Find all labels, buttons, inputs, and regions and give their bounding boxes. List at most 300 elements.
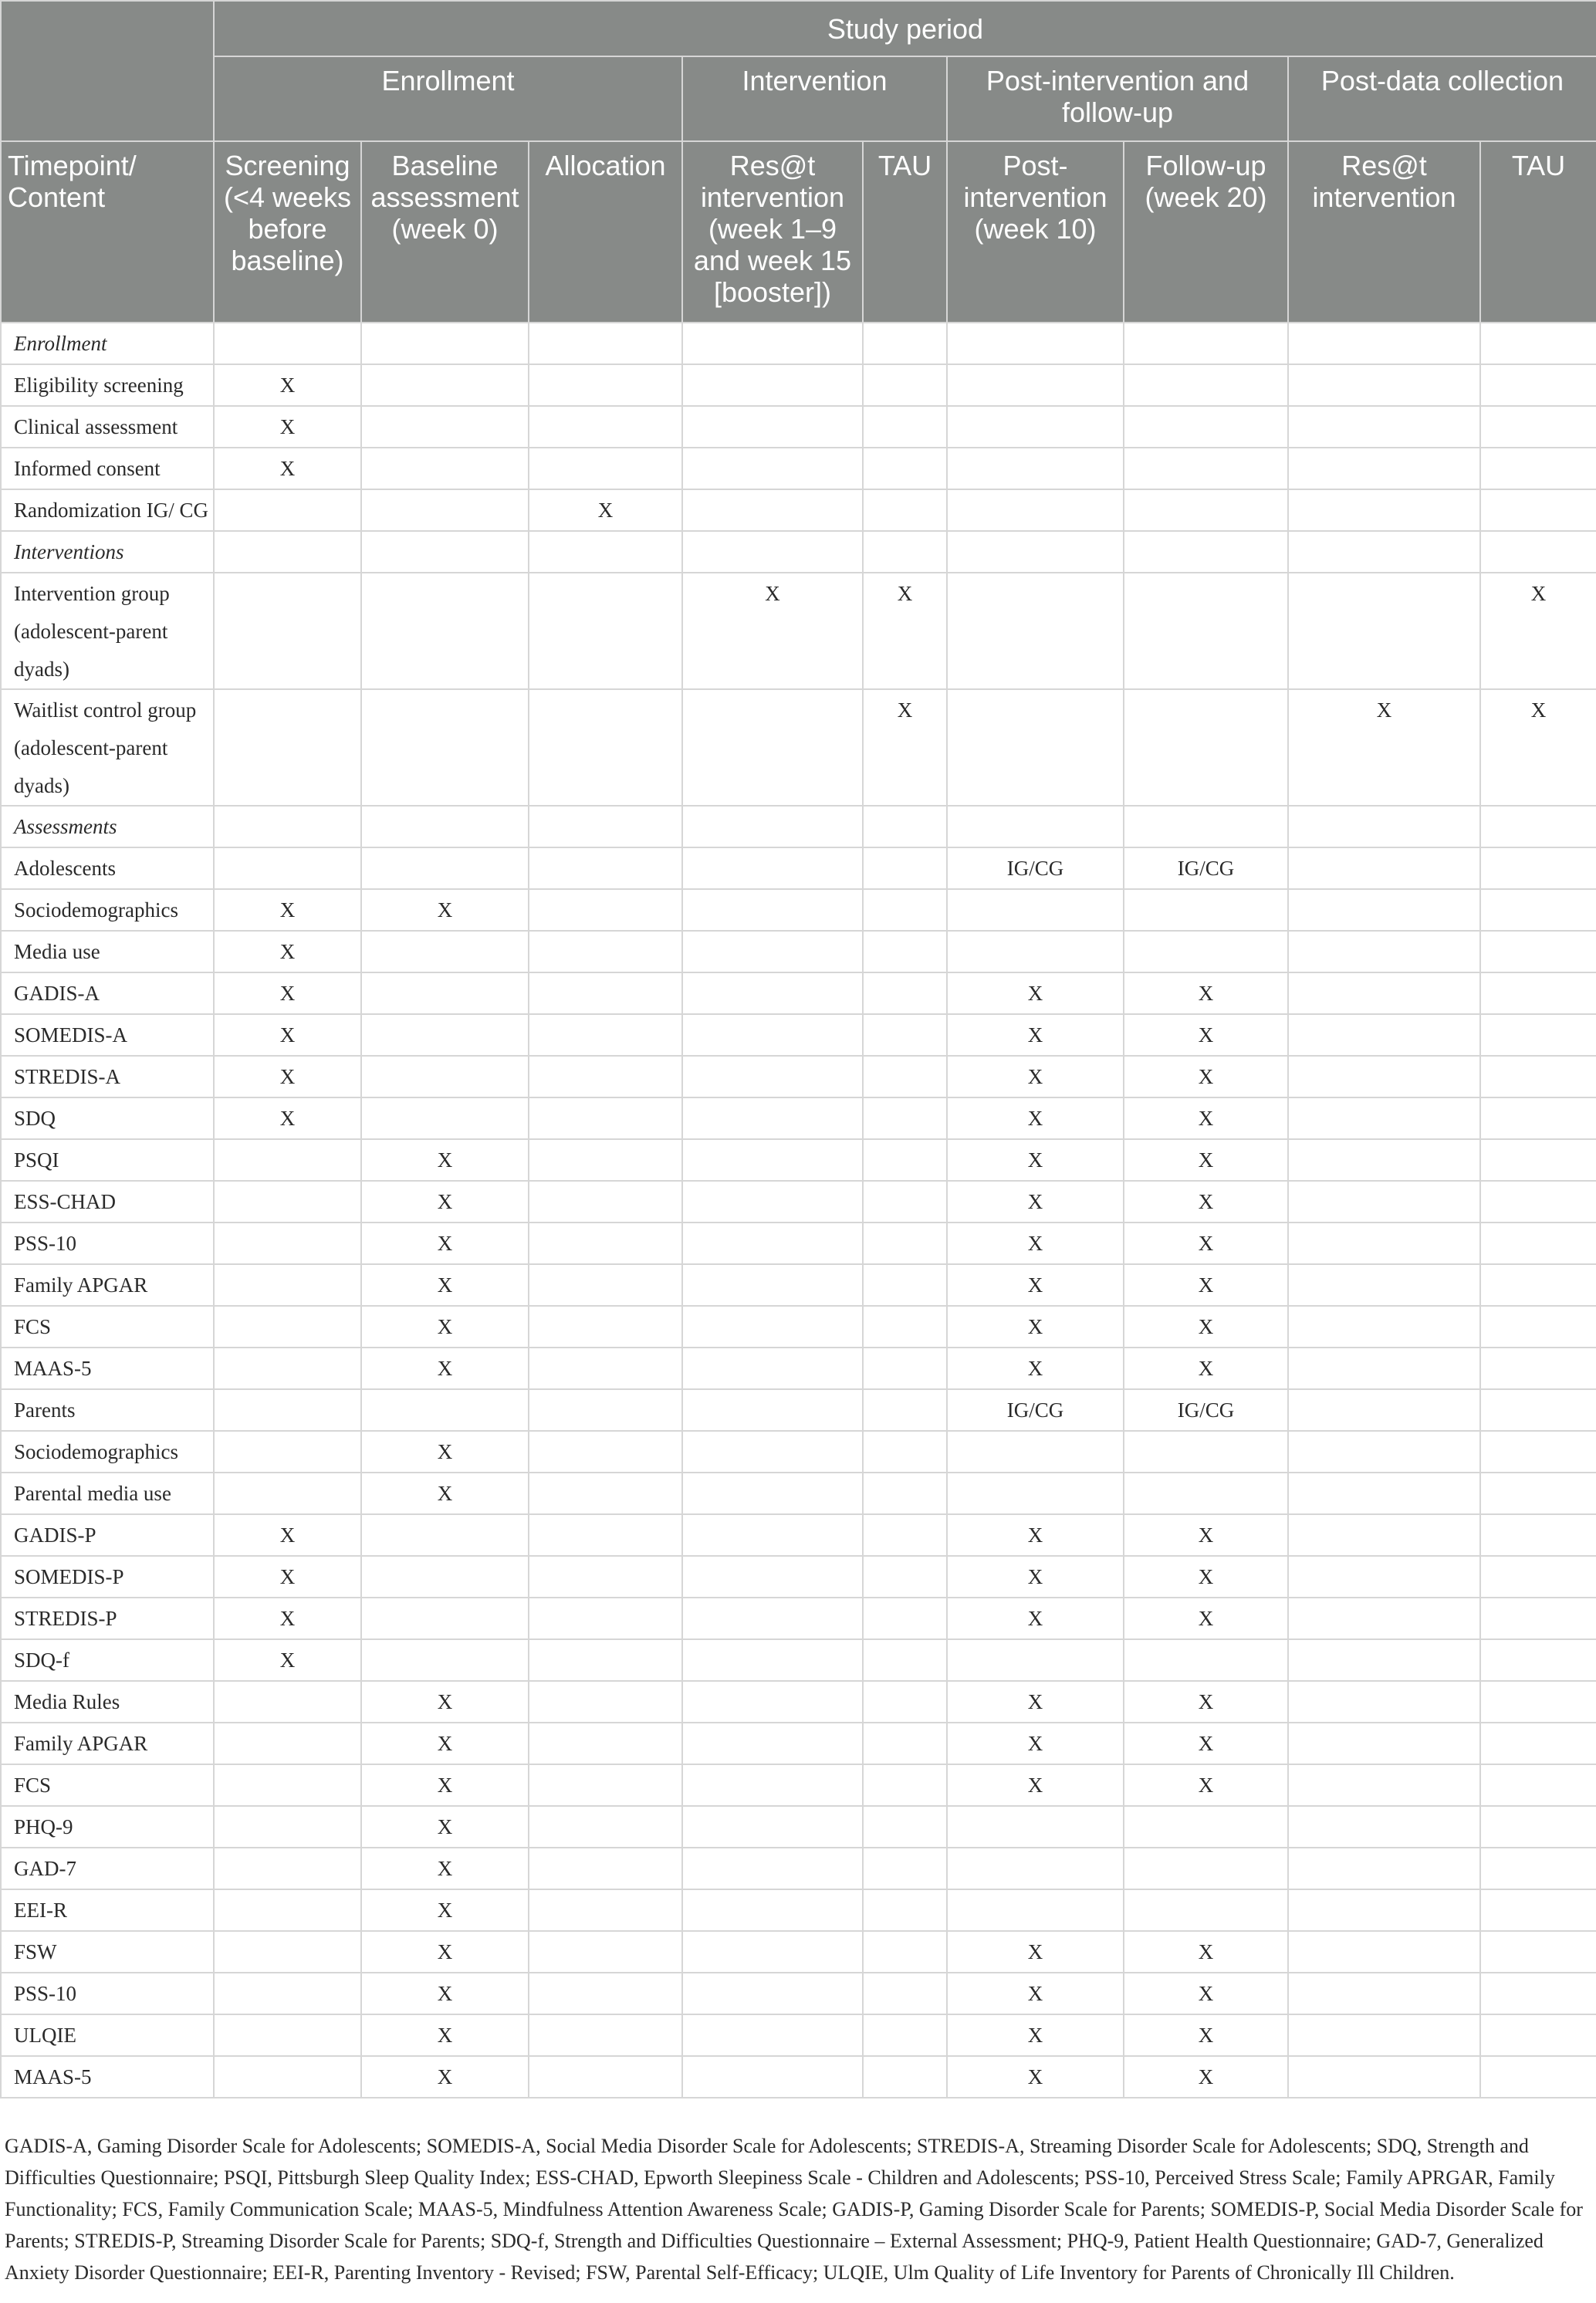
table-cell (1288, 1556, 1480, 1598)
table-cell (682, 2014, 863, 2056)
table-cell (1124, 573, 1288, 689)
table-cell (361, 931, 529, 972)
table-cell (863, 847, 947, 889)
table-cell (947, 931, 1124, 972)
table-cell: X (361, 2056, 529, 2098)
table-row (1, 1764, 1596, 1806)
row-label: PSQI (1, 1139, 214, 1181)
table-cell (529, 1556, 682, 1598)
table-cell (214, 1431, 361, 1473)
table-cell (682, 1806, 863, 1848)
table-cell (529, 1848, 682, 1889)
row-label: GAD-7 (1, 1848, 214, 1889)
table-cell (1480, 1931, 1596, 1973)
row-label: Family APGAR (1, 1264, 214, 1306)
table-cell (947, 489, 1124, 531)
table-cell (214, 1848, 361, 1889)
table-cell (947, 364, 1124, 406)
table-cell (682, 1097, 863, 1139)
table-cell (682, 1889, 863, 1931)
table-cell (214, 689, 361, 806)
row-label: GADIS-A (1, 972, 214, 1014)
table-cell: X (947, 1139, 1124, 1181)
header-group-post-intervention: Post-intervention and follow-up (947, 56, 1288, 141)
table-row (1, 689, 1596, 806)
table-cell (863, 1348, 947, 1389)
table-cell (1124, 1889, 1288, 1931)
table-row (1, 1889, 1596, 1931)
table-cell: X (947, 1264, 1124, 1306)
table-cell (214, 1473, 361, 1514)
table-cell (863, 1014, 947, 1056)
table-cell (214, 1348, 361, 1389)
table-cell (863, 1056, 947, 1097)
table-cell (947, 1848, 1124, 1889)
table-cell (682, 1681, 863, 1723)
table-cell (529, 1806, 682, 1848)
table-cell (1288, 1223, 1480, 1264)
table-cell (1480, 2014, 1596, 2056)
header-corner (1, 1, 214, 141)
table-cell (529, 847, 682, 889)
table-cell: X (947, 1681, 1124, 1723)
table-cell (863, 1139, 947, 1181)
col-header-baseline: Baseline assessment (week 0) (361, 141, 529, 323)
table-cell (1480, 364, 1596, 406)
table-cell (863, 1806, 947, 1848)
table-cell (361, 573, 529, 689)
table-cell (214, 806, 361, 847)
table-cell (863, 1639, 947, 1681)
table-cell (1288, 364, 1480, 406)
table-cell (682, 806, 863, 847)
table-cell (1480, 1473, 1596, 1514)
table-cell: X (1124, 1764, 1288, 1806)
table-cell (1480, 1514, 1596, 1556)
table-cell (1124, 1848, 1288, 1889)
table-cell (361, 1097, 529, 1139)
table-cell: X (214, 1097, 361, 1139)
table-footnote: GADIS-A, Gaming Disorder Scale for Adolescents; SOMEDIS-A, Social Media Disorder Scale for Adolescents; STREDIS-A, Streaming Disorder Scale for Adolescents; SDQ, Strength and Difficulties Questionnaire; PSQI, Pittsburgh Sleep Quality Index; ESS-CHAD, Epworth Sleepiness Scale - Children and Adolescents; PSS-10, Perceived Stress Scale; Family APRGAR, Family Functionality; FCS, Family Communication Scale; MAAS-5, Mindfulness Attention Awareness Scale; GADIS-P, Gaming Disorder Scale for Parents; SOMEDIS-P, Social Media Disorder Scale for Parents; STREDIS-P, Streaming Disorder Scale for Parents; SDQ-f, Strength and Difficulties Questionnaire – External Assessment; PHQ-9, Patient Health Questionnaire; GAD-7, Generalized Anxiety Disorder Questionnaire; EEI-R, Parenting Inventory - Revised; FSW, Parental Self-Efficacy; ULQIE, Ulm Quality of Life Inventory for Parents of Chronically Ill Children. (5, 2135, 1583, 2284)
row-label: Parental media use (1, 1473, 214, 1514)
table-cell (863, 1389, 947, 1431)
table-cell (1288, 806, 1480, 847)
row-label: STREDIS-P (1, 1598, 214, 1639)
table-cell: X (361, 1264, 529, 1306)
table-cell (1288, 1097, 1480, 1139)
table-cell (863, 1598, 947, 1639)
table-row (1, 1264, 1596, 1306)
table-cell: X (947, 1223, 1124, 1264)
row-label: Clinical assessment (1, 406, 214, 448)
table-cell (529, 2014, 682, 2056)
table-cell (1288, 972, 1480, 1014)
row-label: Parents (1, 1389, 214, 1431)
table-cell (863, 1264, 947, 1306)
table-cell (1288, 323, 1480, 364)
table-cell (214, 1306, 361, 1348)
table-cell (1288, 1764, 1480, 1806)
table-cell (1288, 406, 1480, 448)
table-cell: X (947, 1723, 1124, 1764)
table-row (1, 1139, 1596, 1181)
table-cell: X (361, 2014, 529, 2056)
table-cell (361, 1514, 529, 1556)
row-label: SDQ-f (1, 1639, 214, 1681)
table-cell (1288, 1848, 1480, 1889)
table-row (1, 448, 1596, 489)
table-cell: X (947, 2014, 1124, 2056)
table-cell: X (361, 1681, 529, 1723)
table-cell (863, 323, 947, 364)
table-cell (361, 972, 529, 1014)
table-cell (1480, 1181, 1596, 1223)
table-cell (863, 448, 947, 489)
table-row (1, 1181, 1596, 1223)
table-cell: X (947, 1556, 1124, 1598)
table-cell (1480, 1139, 1596, 1181)
table-cell (1288, 1264, 1480, 1306)
table-cell (1480, 1056, 1596, 1097)
table-row (1, 2014, 1596, 2056)
table-cell (682, 406, 863, 448)
table-row (1, 1431, 1596, 1473)
table-cell (214, 1681, 361, 1723)
row-label: MAAS-5 (1, 2056, 214, 2098)
table-cell: X (214, 931, 361, 972)
table-cell (361, 689, 529, 806)
table-cell (1480, 1681, 1596, 1723)
table-cell: X (947, 1348, 1124, 1389)
table-cell (1124, 806, 1288, 847)
table-cell: X (214, 448, 361, 489)
table-cell (1288, 1473, 1480, 1514)
table-cell (1288, 573, 1480, 689)
row-label: Randomization IG/ CG (1, 489, 214, 531)
table-cell (1480, 847, 1596, 889)
row-label: FCS (1, 1764, 214, 1806)
table-cell (863, 806, 947, 847)
table-cell (529, 931, 682, 972)
table-cell: X (1124, 1681, 1288, 1723)
table-cell (1288, 448, 1480, 489)
table-cell (361, 847, 529, 889)
table-cell (1124, 1473, 1288, 1514)
table-cell: X (947, 1056, 1124, 1097)
table-row (1, 1306, 1596, 1348)
table-cell: X (361, 1848, 529, 1889)
table-cell (1480, 1598, 1596, 1639)
row-label: FCS (1, 1306, 214, 1348)
table-cell (1480, 931, 1596, 972)
table-cell (1288, 489, 1480, 531)
table-cell (1480, 1306, 1596, 1348)
section-label: Interventions (1, 531, 214, 573)
table-cell (529, 972, 682, 1014)
table-cell (863, 1889, 947, 1931)
table-cell: X (361, 889, 529, 931)
table-cell: X (1124, 1598, 1288, 1639)
table-cell: X (863, 689, 947, 806)
table-cell (682, 1639, 863, 1681)
table-cell (1480, 1014, 1596, 1056)
table-cell (863, 889, 947, 931)
table-cell: X (863, 573, 947, 689)
table-cell (682, 531, 863, 573)
header-group-post-data: Post-data collection (1288, 56, 1596, 141)
table-cell: X (1124, 972, 1288, 1014)
table-cell (863, 1973, 947, 2014)
table-cell (1288, 1931, 1480, 1973)
table-cell (947, 1473, 1124, 1514)
table-cell (1480, 1723, 1596, 1764)
table-cell (214, 1389, 361, 1431)
table-cell: X (214, 1056, 361, 1097)
table-cell: X (947, 1097, 1124, 1139)
table-cell (1288, 1306, 1480, 1348)
table-cell (1480, 1639, 1596, 1681)
table-cell (1124, 489, 1288, 531)
col-header-allocation: Allocation (529, 141, 682, 323)
table-row (1, 1598, 1596, 1639)
section-row (1, 806, 1596, 847)
row-label: ESS-CHAD (1, 1181, 214, 1223)
row-label: SDQ (1, 1097, 214, 1139)
row-label: Media Rules (1, 1681, 214, 1723)
table-cell (863, 1181, 947, 1223)
table-cell: X (947, 1598, 1124, 1639)
table-cell (682, 323, 863, 364)
table-cell (529, 1306, 682, 1348)
table-cell (361, 806, 529, 847)
table-cell (214, 323, 361, 364)
table-cell (947, 1639, 1124, 1681)
table-cell (1288, 1181, 1480, 1223)
table-cell: X (1480, 689, 1596, 806)
table-cell (529, 1764, 682, 1806)
table-row (1, 1556, 1596, 1598)
table-cell (1288, 1889, 1480, 1931)
table-cell (1288, 847, 1480, 889)
table-cell (529, 1223, 682, 1264)
row-label: Family APGAR (1, 1723, 214, 1764)
table-cell: X (947, 1764, 1124, 1806)
table-cell: X (947, 1973, 1124, 2014)
table-cell (682, 1056, 863, 1097)
table-cell (863, 931, 947, 972)
table-cell (682, 1431, 863, 1473)
table-cell (682, 889, 863, 931)
table-cell: X (947, 1181, 1124, 1223)
table-cell (1480, 448, 1596, 489)
table-cell (1288, 1431, 1480, 1473)
table-row (1, 489, 1596, 531)
table-cell: X (1124, 1181, 1288, 1223)
table-cell (214, 1931, 361, 1973)
row-label: EEI-R (1, 1889, 214, 1931)
table-cell (214, 847, 361, 889)
table-row (1, 1514, 1596, 1556)
table-cell (863, 489, 947, 531)
table-cell (947, 1889, 1124, 1931)
table-cell: IG/CG (947, 1389, 1124, 1431)
table-cell (1480, 889, 1596, 931)
table-cell: X (1124, 2014, 1288, 2056)
table-cell (863, 1723, 947, 1764)
table-cell (1480, 1889, 1596, 1931)
table-cell (682, 489, 863, 531)
row-label: Sociodemographics (1, 1431, 214, 1473)
table-cell (947, 406, 1124, 448)
table-cell: IG/CG (947, 847, 1124, 889)
col-header-follow-up: Follow-up (week 20) (1124, 141, 1288, 323)
table-cell (1288, 2056, 1480, 2098)
row-label: Waitlist control group (adolescent-parent dyads) (1, 689, 214, 806)
table-cell (361, 1639, 529, 1681)
table-cell: X (361, 1306, 529, 1348)
header-study-period: Study period (214, 1, 1596, 56)
table-cell (529, 2056, 682, 2098)
table-cell (863, 1097, 947, 1139)
table-cell (863, 972, 947, 1014)
table-cell: X (947, 1306, 1124, 1348)
table-cell (529, 531, 682, 573)
section-label: Enrollment (1, 323, 214, 364)
table-cell (529, 889, 682, 931)
table-cell (682, 1931, 863, 1973)
table-cell (529, 406, 682, 448)
table-row (1, 1014, 1596, 1056)
table-cell (214, 1264, 361, 1306)
table-cell (1480, 806, 1596, 847)
table-cell: X (1124, 1014, 1288, 1056)
row-label: Informed consent (1, 448, 214, 489)
table-cell (214, 573, 361, 689)
table-cell: X (1124, 1056, 1288, 1097)
table-cell (1288, 1598, 1480, 1639)
table-cell (529, 689, 682, 806)
table-cell (361, 1598, 529, 1639)
table-body (1, 323, 1596, 2098)
table-cell (863, 1306, 947, 1348)
table-cell: X (361, 1181, 529, 1223)
table-cell (947, 1431, 1124, 1473)
table-cell (682, 1848, 863, 1889)
table-cell (1124, 889, 1288, 931)
table-cell: X (1124, 1973, 1288, 2014)
table-cell (361, 406, 529, 448)
table-cell: X (214, 406, 361, 448)
table-cell (1124, 1431, 1288, 1473)
table-cell (361, 1014, 529, 1056)
row-label: GADIS-P (1, 1514, 214, 1556)
table-row (1, 364, 1596, 406)
table-cell: X (1288, 689, 1480, 806)
row-label: Sociodemographics (1, 889, 214, 931)
table-cell: X (361, 1889, 529, 1931)
table-row (1, 889, 1596, 931)
table-cell (361, 1556, 529, 1598)
table-cell: X (361, 1431, 529, 1473)
table-cell: X (947, 972, 1124, 1014)
table-cell (1124, 689, 1288, 806)
table-cell: X (214, 1556, 361, 1598)
table-cell (1480, 1848, 1596, 1889)
table-cell: X (1124, 1139, 1288, 1181)
table-cell (214, 1181, 361, 1223)
table-cell: X (361, 1139, 529, 1181)
table-cell (1480, 1431, 1596, 1473)
table-cell (529, 1139, 682, 1181)
row-label: Intervention group (adolescent-parent dyads) (1, 573, 214, 689)
table-cell (529, 1014, 682, 1056)
table-cell (682, 448, 863, 489)
table-cell (947, 689, 1124, 806)
table-cell: X (214, 1014, 361, 1056)
table-cell (1480, 1764, 1596, 1806)
row-label: FSW (1, 1931, 214, 1973)
table-cell (863, 531, 947, 573)
table-cell (1480, 1973, 1596, 2014)
table-cell (1288, 1806, 1480, 1848)
table-cell (863, 1431, 947, 1473)
header-group-enrollment: Enrollment (214, 56, 682, 141)
table-cell (529, 1056, 682, 1097)
table-cell (863, 1931, 947, 1973)
col-header-post-intervention: Post-intervention (week 10) (947, 141, 1124, 323)
table-row (1, 1806, 1596, 1848)
table-cell (1124, 931, 1288, 972)
table-cell: X (1124, 2056, 1288, 2098)
table-cell (1288, 1723, 1480, 1764)
table-row (1, 1473, 1596, 1514)
table-cell (529, 1598, 682, 1639)
table-cell (529, 448, 682, 489)
table-cell (214, 2056, 361, 2098)
table-cell (682, 1306, 863, 1348)
table-cell (529, 1681, 682, 1723)
table-cell (529, 1097, 682, 1139)
table-row (1, 1639, 1596, 1681)
table-cell (529, 1514, 682, 1556)
col-header-tau: TAU (863, 141, 947, 323)
table-cell (214, 1764, 361, 1806)
table-cell (214, 1973, 361, 2014)
table-cell (947, 573, 1124, 689)
table-row (1, 1848, 1596, 1889)
table-cell (1288, 1389, 1480, 1431)
table-cell (1480, 531, 1596, 573)
table-cell (682, 847, 863, 889)
table-cell (863, 1514, 947, 1556)
table-cell (1480, 323, 1596, 364)
col-header-timepoint: Timepoint/ Content (1, 141, 214, 323)
table-cell (1288, 1014, 1480, 1056)
table-cell (682, 1181, 863, 1223)
table-cell: X (682, 573, 863, 689)
table-row (1, 1681, 1596, 1723)
header-group-intervention: Intervention (682, 56, 947, 141)
table-cell (947, 448, 1124, 489)
table-cell (529, 806, 682, 847)
table-header (1, 1, 1596, 323)
table-cell: X (1124, 1931, 1288, 1973)
table-cell (682, 931, 863, 972)
table-cell (1480, 406, 1596, 448)
table-cell (682, 972, 863, 1014)
table-cell (214, 531, 361, 573)
table-cell (214, 1889, 361, 1931)
